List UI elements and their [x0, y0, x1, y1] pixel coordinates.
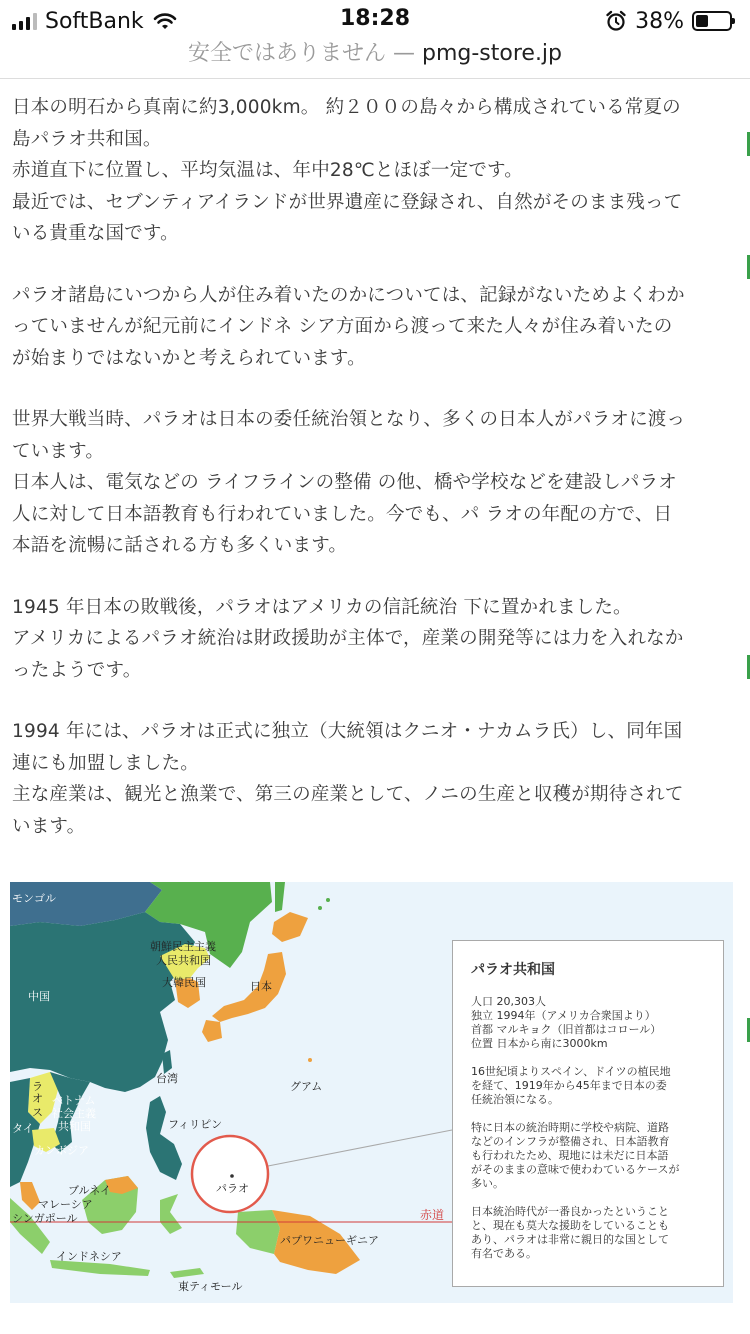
text-line: 島パラオ共和国。 [12, 128, 162, 150]
map-label-vietnam: 共和国 [58, 1120, 91, 1133]
alarm-icon [605, 10, 627, 32]
info-line: がそのままの意味で使わわているケースが [471, 1163, 680, 1176]
info-relations [471, 1205, 705, 1261]
text-line: 日本人は、電気などの ライフラインの整備 の他、橋や学校などを建設しパラオ [12, 472, 677, 493]
status-right [605, 6, 732, 36]
text-line: 連にも加盟しました。 [12, 752, 200, 774]
map-label-vietnam: ベトナム [52, 1094, 96, 1107]
map-label-laos: オ [32, 1092, 43, 1105]
text-line: 人に対して日本語教育も行われていました。今でも、パ ラオの年配の方で、日 [12, 503, 673, 525]
callout-line [268, 1130, 452, 1166]
battery-icon [692, 11, 732, 31]
info-line: などのインフラが整備され、日本語教育 [471, 1135, 670, 1148]
text-line: 最近では、セブンティアイランドが世界遺産に登録され、自然がそのまま残って [12, 191, 683, 213]
clock-time: 18:28 [339, 6, 411, 31]
article-body [12, 92, 734, 872]
map-label-laos: ラ [32, 1080, 43, 1093]
palau-info-box [452, 940, 724, 1287]
japan-kyushu [202, 1020, 222, 1042]
info-stat: 位置 日本から南に3000km [471, 1037, 608, 1050]
toolbar-divider [0, 78, 750, 79]
not-secure-label: 安全ではありません [187, 41, 386, 66]
info-title: パラオ共和国 [471, 962, 555, 978]
map-label-malaysia: マレーシア [38, 1198, 93, 1211]
article-paragraph [12, 92, 734, 250]
address-bar[interactable] [0, 40, 750, 76]
article-paragraph [12, 280, 734, 375]
map-label-singapore: シンガポール [12, 1212, 78, 1225]
article-paragraph [12, 404, 734, 562]
info-stat: 人口 20,303人 [471, 995, 546, 1008]
article-paragraph [12, 716, 734, 842]
sulawesi-region [160, 1194, 182, 1234]
east-timor-region [170, 1268, 204, 1278]
map-label-cambodia: カンボジア [34, 1144, 89, 1157]
battery-percent: 38% [635, 8, 684, 34]
map-label-north-korea: 人民共和国 [156, 954, 211, 967]
japan-hokkaido [272, 912, 308, 942]
text-line: ています。 [12, 440, 105, 462]
info-line: 特に日本の統治時期に学校や病院、道路 [471, 1121, 669, 1134]
info-line: と、現在も莫大な援助をしていることも [471, 1219, 669, 1232]
info-stat: 首都 マルキョク（旧首都はコロール） [471, 1023, 662, 1036]
map-label-guam: グアム [290, 1080, 323, 1093]
info-line: 16世紀頃よりスペイン、ドイツの植民地 [471, 1065, 671, 1078]
text-line: 1994 年には、パラオは正式に独立（大統領はクニオ・ナカムラ氏）し、同年国 [12, 721, 683, 742]
map-label-philippines: フィリピン [168, 1118, 223, 1131]
map-label-equator: 赤道 [420, 1208, 445, 1222]
map-label-north-korea: 朝鮮民主主義 [150, 940, 216, 953]
map-label-papua-new-guinea: パプワニューギニア [280, 1234, 379, 1247]
text-line: いる貴重な国です。 [12, 223, 179, 244]
new-guinea-west-region [236, 1210, 280, 1254]
url-domain: pmg-store.jp [422, 41, 563, 66]
text-line: ったようです。 [12, 659, 142, 681]
status-bar [0, 0, 750, 40]
info-japan-era [471, 1121, 705, 1191]
text-line: が始まりではないかと考えられています。 [12, 347, 366, 369]
map-label-vietnam: 社会主義 [52, 1107, 96, 1120]
info-line: 多い。 [471, 1177, 504, 1190]
text-line: 主な産業は、観光と漁業で、第三の産業として、ノニの生産と収穫が期待されて [12, 784, 684, 805]
info-stat: 独立 1994年（アメリカ合衆国より） [471, 1009, 656, 1022]
text-line: います。 [12, 815, 86, 837]
info-line: も行われたため、現地には未だに日本語 [471, 1149, 669, 1162]
text-line: パラオ諸島にいつから人が住み着いたのかについては、記録がないためよくわか [12, 284, 685, 306]
article-paragraph [12, 592, 734, 687]
url-separator: — [393, 41, 415, 66]
text-line: っていませんが紀元前にインドネ シア方面から渡って来た人々が住み着いたの [12, 316, 673, 337]
info-history [471, 1065, 705, 1107]
text-line: 世界大戦当時、パラオは日本の委任統治領となり、多くの日本人がパラオに渡っ [12, 409, 686, 430]
palau-circle [192, 1136, 268, 1212]
map-label-south-korea: 大韓民国 [162, 976, 206, 989]
carrier-name: SoftBank [45, 8, 144, 34]
info-line: 有名である。 [471, 1247, 537, 1260]
map-label-thailand: タイ [12, 1122, 34, 1135]
text-line: アメリカによるパラオ統治は財政援助が主体で，産業の開発等には力を入れなか [12, 628, 684, 649]
map-label-palau: パラオ [216, 1182, 249, 1195]
text-line: 本語を流暢に話される方も多くいます。 [12, 535, 348, 556]
map-label-laos: ス [32, 1106, 43, 1119]
text-line: 日本の明石から真南に約3,000km。 約２００の島々から構成されている常夏の [12, 97, 681, 118]
map-label-japan: 日本 [250, 980, 272, 993]
philippines-region [146, 1096, 182, 1180]
map-label-china: 中国 [28, 990, 50, 1003]
palau-map-image [10, 882, 733, 1303]
text-line: 赤道直下に位置し、平均気温は、年中28℃とほぼ一定です。 [12, 160, 523, 181]
malaysia-west-region [20, 1182, 40, 1210]
info-line: あり、パラオは非常に親日的な国として [471, 1233, 669, 1246]
map-label-indonesia: インドネシア [56, 1250, 122, 1263]
map-label-east-timor: 東ティモール [178, 1280, 243, 1293]
text-line: 1945 年日本の敗戦後，パラオはアメリカの信託統治 下に置かれました。 [12, 596, 632, 618]
map-label-taiwan: 台湾 [156, 1072, 178, 1085]
info-line: 日本統治時代が一番良かったということ [471, 1205, 669, 1218]
info-stats [471, 995, 705, 1051]
map-label-mongolia: モンゴル [12, 892, 56, 905]
map-label-brunei: ブルネイ [68, 1184, 112, 1197]
info-line: を経て、1919年から45年まで日本の委 [471, 1079, 667, 1092]
info-line: 任統治領になる。 [471, 1093, 559, 1106]
